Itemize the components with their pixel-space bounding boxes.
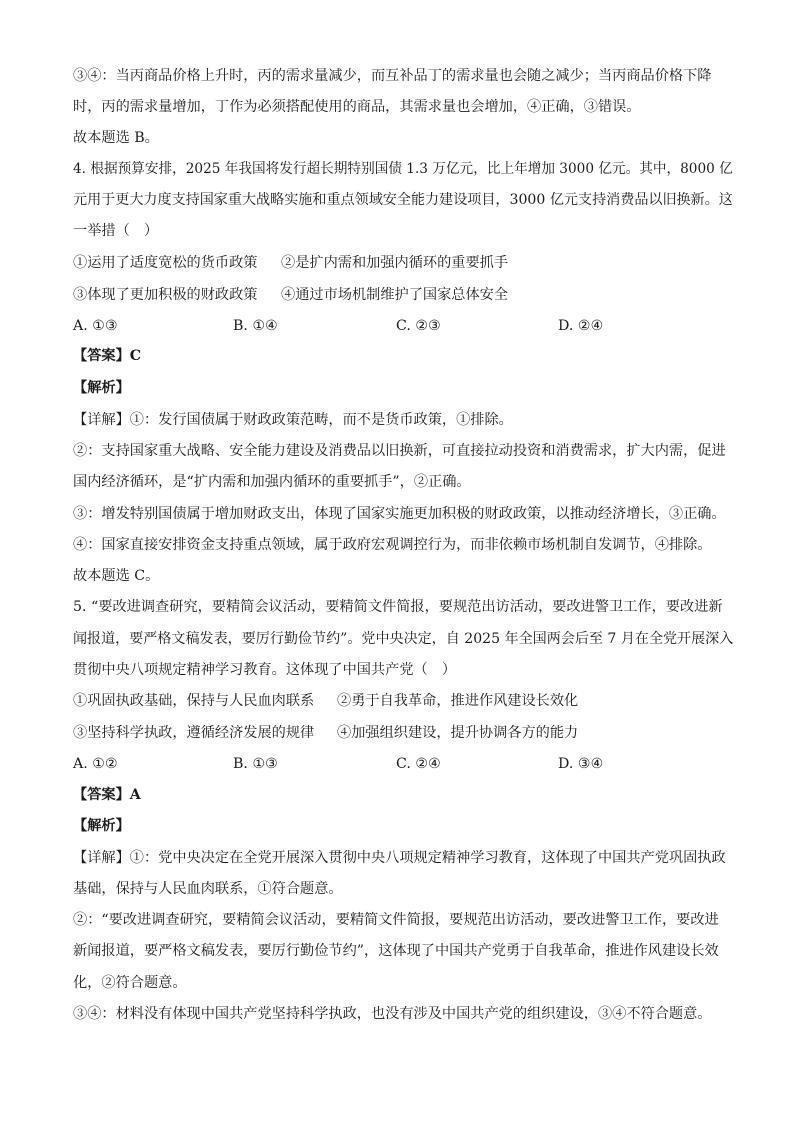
q4-detail-line-1: 【详解】①：发行国债属于财政政策范畴，而不是货币政策，①排除。 — [73, 412, 513, 428]
q4-statements-row-2 — [73, 285, 733, 305]
q4-options-row — [73, 316, 733, 336]
q4-statement-2: ②是扩内需和加强内循环的重要抓手 — [281, 255, 509, 271]
q5-answer: 【答案】A — [73, 787, 141, 803]
q4-stem-line-3: 一举措（ ） — [73, 223, 159, 239]
q4-option-b: B. ①④ — [233, 318, 278, 334]
q5-option-c: C. ②④ — [396, 756, 441, 772]
q5-detail-line-1: 【详解】①：党中央决定在全党开展深入贯彻中央八项规定精神学习教育，这体现了中国共产党巩固执政 — [73, 850, 726, 866]
q4-detail-line-3: 国内经济循环，是“扩内需和加强内循环的重要抓手”，②正确。 — [73, 474, 471, 490]
q5-statement-1: ①巩固执政基础，保持与人民血肉联系 — [73, 693, 315, 709]
q5-option-b: B. ①③ — [233, 756, 278, 772]
q5-options-row — [73, 754, 733, 774]
q5-analysis-heading: 【解析】 — [73, 818, 130, 834]
q5-statement-4: ④加强组织建设，提升协调各方的能力 — [337, 725, 579, 741]
q5-detail-line-4: 新闻报道，要严格文稿发表，要厉行勤俭节约”，这体现了中国共产党勇于自我革命，推进作风建设长效 — [73, 943, 719, 959]
q4-option-a: A. ①③ — [73, 318, 118, 334]
q4-conclusion: 故本题选 C。 — [73, 568, 160, 584]
q5-detail-line-2: 基础，保持与人民血肉联系，①符合题意。 — [73, 881, 343, 897]
q5-stem-line-3: 贯彻中央八项规定精神学习教育。这体现了中国共产党（ ） — [73, 662, 457, 678]
q5-detail-line-5: 化，②符合题意。 — [73, 975, 187, 991]
q4-option-d: D. ②④ — [558, 318, 604, 334]
q4-statement-4: ④通过市场机制维护了国家总体安全 — [281, 287, 509, 303]
q4-detail-line-4: ③：增发特别国债属于增加财政支出，体现了国家实施更加积极的财政政策，以推动经济增长，③正确。 — [73, 506, 726, 522]
q4-answer: 【答案】C — [73, 348, 142, 364]
q5-detail-line-3: ②：“要改进调查研究，要精简会议活动，要精简文件简报，要规范出访活动，要改进警卫工作，要改进 — [73, 912, 719, 928]
q5-stem-line-2: 闻报道，要严格文稿发表，要厉行勤俭节约”。党中央决定，自 2025 年全国两会后至 7 月在全党开展深入 — [73, 631, 734, 647]
q4-statements-row-1 — [73, 253, 733, 273]
q4-detail-line-2: ②：支持国家重大战略、安全能力建设及消费品以旧换新，可直接拉动投资和消费需求，扩大内需，促进 — [73, 443, 726, 459]
q5-statements-row-1 — [73, 691, 733, 711]
q5-option-d: D. ③④ — [558, 756, 604, 772]
q4-statement-1: ①运用了适度宽松的货币政策 — [73, 255, 258, 271]
q5-option-a: A. ①② — [73, 756, 118, 772]
q5-statement-3: ③坚持科学执政，遵循经济发展的规律 — [73, 725, 315, 741]
q4-stem-line-2: 元用于更大力度支持国家重大战略实施和重点领域安全能力建设项目，3000 亿元支持消费品以旧换新。这 — [73, 192, 733, 208]
prev-analysis-line-1: ③④：当丙商品价格上升时，丙的需求量减少，而互补品丁的需求量也会随之减少；当丙商品价格下降 — [73, 68, 712, 84]
q4-detail-line-5: ④：国家直接安排资金支持重点领域，属于政府宏观调控行为，而非依赖市场机制自发调节，④排除。 — [73, 537, 712, 553]
q5-statement-2: ②勇于自我革命，推进作风建设长效化 — [337, 693, 579, 709]
prev-conclusion: 故本题选 B。 — [73, 130, 159, 146]
q4-stem-line-1: 4. 根据预算安排，2025 年我国将发行超长期特别国债 1.3 万亿元，比上年增加 3000 亿元。其中，8000 亿 — [73, 161, 733, 177]
q4-statement-3: ③体现了更加积极的财政政策 — [73, 287, 258, 303]
q5-stem-line-1: 5. “要改进调查研究，要精简会议活动，要精简文件简报，要规范出访活动，要改进警卫工作，要改进新 — [73, 599, 723, 615]
q5-statements-row-2 — [73, 723, 733, 743]
q5-detail-line-6: ③④：材料没有体现中国共产党坚持科学执政，也没有涉及中国共产党的组织建设，③④不符合题意。 — [73, 1006, 712, 1022]
q4-analysis-heading: 【解析】 — [73, 380, 130, 396]
prev-analysis-line-2: 时，丙的需求量增加，丁作为必须搭配使用的商品，其需求量也会增加，④正确，③错误。 — [73, 99, 641, 115]
q4-option-c: C. ②③ — [396, 318, 441, 334]
